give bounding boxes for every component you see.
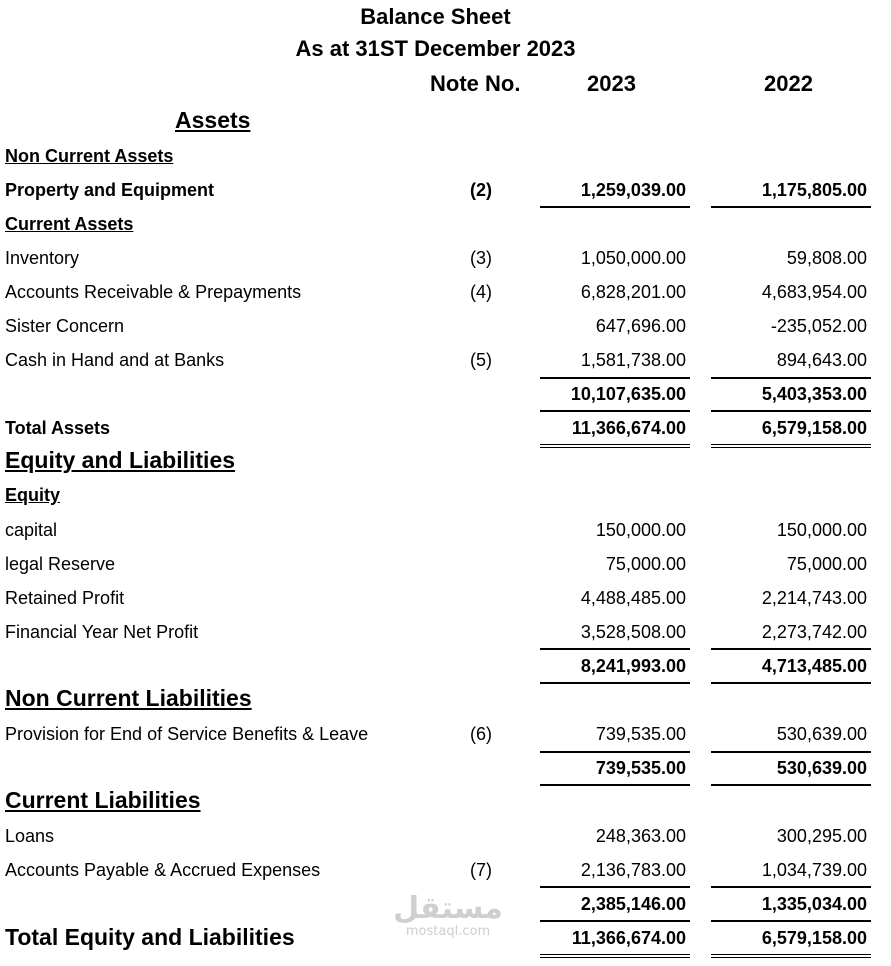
row-value-2022: 4,683,954.00 — [761, 282, 867, 302]
row-value-2022: 2,273,742.00 — [761, 622, 867, 642]
row-label: Provision for End of Service Benefits & Leave — [5, 724, 369, 744]
subtotal-2023: 8,241,993.00 — [580, 656, 686, 676]
row-value-2023: 1,581,738.00 — [580, 350, 686, 370]
total-2023: 11,366,674.00 — [571, 928, 686, 948]
row-value-2023: 4,488,485.00 — [580, 588, 686, 608]
row-value-2022: 75,000.00 — [786, 554, 867, 574]
row-label: Total Equity and Liabilities — [5, 924, 295, 950]
subtotal-2023: 739,535.00 — [595, 758, 686, 778]
section-equity-liabilities: Equity and Liabilities — [5, 447, 236, 473]
row-value-2023: 1,050,000.00 — [580, 248, 686, 268]
sheet-subtitle: As at 31ST December 2023 — [295, 36, 576, 61]
row-current-assets-total — [0, 380, 891, 410]
rule — [540, 751, 690, 753]
rule — [711, 751, 871, 753]
rule — [540, 920, 690, 922]
row-value-2022: 300,295.00 — [776, 826, 867, 846]
subtotal-2022: 530,639.00 — [776, 758, 867, 778]
row-label: Accounts Payable & Accrued Expenses — [5, 860, 321, 880]
rule — [540, 206, 690, 208]
section-non-current-liabilities: Non Current Liabilities — [5, 685, 252, 711]
rule — [711, 682, 871, 684]
row-label: Total Assets — [5, 418, 111, 438]
row-value-2023: 647,696.00 — [595, 316, 686, 336]
column-header-note: Note No. — [430, 71, 521, 96]
section-non-current-assets: Non Current Assets — [5, 146, 174, 166]
rule — [711, 377, 871, 379]
section-assets: Assets — [175, 107, 251, 133]
row-label: Cash in Hand and at Banks — [5, 350, 225, 370]
subtotal-2023: 2,385,146.00 — [580, 894, 686, 914]
row-value-2022: 59,808.00 — [786, 248, 867, 268]
row-note: (5) — [470, 350, 492, 370]
rule — [540, 377, 690, 379]
rule — [711, 886, 871, 888]
row-value-2022: 894,643.00 — [776, 350, 867, 370]
row-current-liabilities-total — [0, 890, 891, 920]
section-equity: Equity — [5, 485, 61, 505]
section-current-liabilities: Current Liabilities — [5, 787, 201, 813]
total-2022: 6,579,158.00 — [761, 418, 867, 438]
double-rule — [711, 954, 871, 958]
row-provision — [0, 720, 891, 750]
row-value-2022: 530,639.00 — [776, 724, 867, 744]
double-rule — [540, 954, 690, 958]
row-retained-profit — [0, 584, 891, 614]
row-label: Property and Equipment — [5, 180, 215, 200]
row-value-2023: 2,136,783.00 — [580, 860, 686, 880]
row-equity-total — [0, 652, 891, 682]
rule — [711, 410, 871, 412]
rule — [540, 784, 690, 786]
total-2023: 11,366,674.00 — [571, 418, 686, 438]
row-non-current-liabilities-total — [0, 754, 891, 784]
row-label: Accounts Receivable & Prepayments — [5, 282, 302, 302]
watermark-arabic: مستقل — [393, 891, 503, 926]
row-label: Retained Profit — [5, 588, 125, 608]
row-note: (7) — [470, 860, 492, 880]
row-loans — [0, 822, 891, 852]
row-cash — [0, 346, 891, 376]
subtotal-2023: 10,107,635.00 — [570, 384, 686, 404]
row-value-2022: -235,052.00 — [770, 316, 867, 336]
row-label: capital — [5, 520, 58, 540]
row-property-equipment — [0, 176, 891, 206]
row-note: (2) — [470, 180, 492, 200]
row-value-2023: 739,535.00 — [595, 724, 686, 744]
watermark-latin: mostaql.com — [405, 924, 491, 939]
row-value-2023: 3,528,508.00 — [580, 622, 686, 642]
double-rule — [711, 444, 871, 448]
total-2022: 6,579,158.00 — [761, 928, 867, 948]
row-value-2022: 2,214,743.00 — [761, 588, 867, 608]
row-legal-reserve — [0, 550, 891, 580]
row-inventory — [0, 244, 891, 274]
section-current-assets: Current Assets — [5, 214, 134, 234]
column-header-2022: 2022 — [764, 71, 813, 96]
row-label: legal Reserve — [5, 554, 116, 574]
row-total-equity-liabilities — [0, 924, 891, 954]
rule — [711, 648, 871, 650]
row-net-profit — [0, 618, 891, 648]
row-value-2023: 6,828,201.00 — [580, 282, 686, 302]
row-note: (6) — [470, 724, 492, 744]
subtotal-2022: 1,335,034.00 — [761, 894, 867, 914]
row-accounts-receivable — [0, 278, 891, 308]
subtotal-2022: 4,713,485.00 — [761, 656, 867, 676]
row-total-assets — [0, 414, 891, 444]
column-header-2023: 2023 — [587, 71, 636, 96]
rule — [540, 410, 690, 412]
row-value-2023: 150,000.00 — [595, 520, 686, 540]
row-capital — [0, 516, 891, 546]
row-value-2022: 1,175,805.00 — [761, 180, 867, 200]
row-label: Sister Concern — [5, 316, 125, 336]
row-value-2023: 75,000.00 — [605, 554, 686, 574]
rule — [540, 682, 690, 684]
row-label: Inventory — [5, 248, 80, 268]
subtotal-2022: 5,403,353.00 — [761, 384, 867, 404]
row-label: Loans — [5, 826, 55, 846]
rule — [540, 886, 690, 888]
rule — [711, 206, 871, 208]
row-value-2022: 150,000.00 — [776, 520, 867, 540]
row-value-2023: 248,363.00 — [595, 826, 686, 846]
row-sister-concern — [0, 312, 891, 342]
row-note: (3) — [470, 248, 492, 268]
row-value-2022: 1,034,739.00 — [761, 860, 867, 880]
rule — [711, 784, 871, 786]
row-label: Financial Year Net Profit — [5, 622, 199, 642]
double-rule — [540, 444, 690, 448]
row-accounts-payable — [0, 856, 891, 886]
rule — [540, 648, 690, 650]
row-value-2023: 1,259,039.00 — [580, 180, 686, 200]
rule — [711, 920, 871, 922]
row-note: (4) — [470, 282, 492, 302]
sheet-title: Balance Sheet — [360, 4, 511, 29]
